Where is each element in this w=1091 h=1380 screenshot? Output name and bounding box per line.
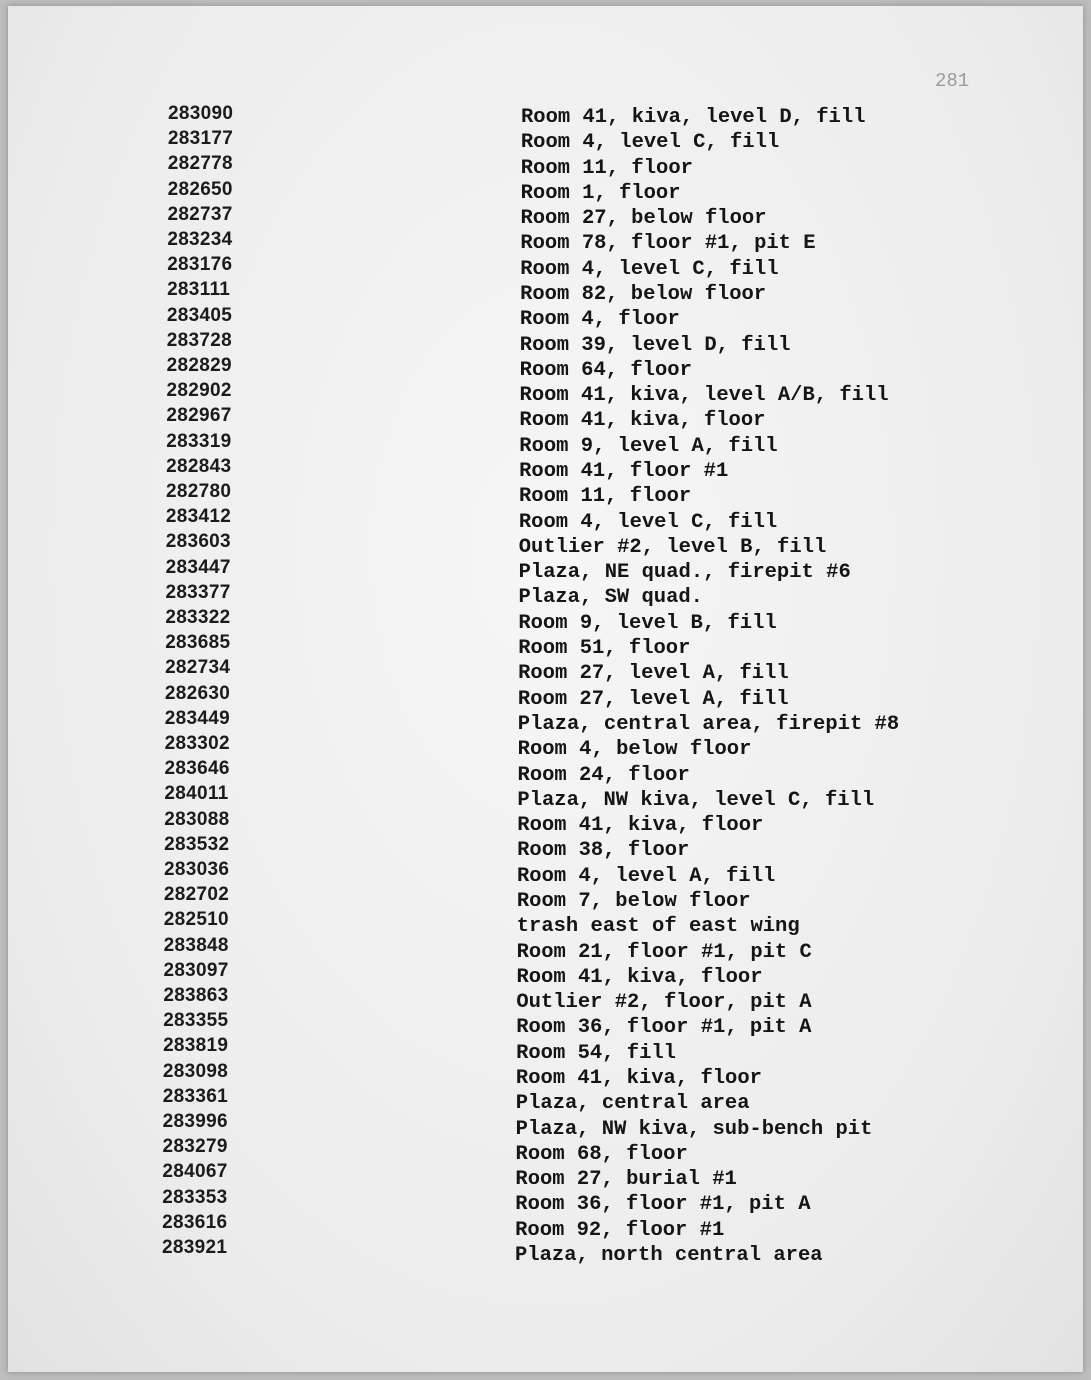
- provenience-text: trash east of east wing: [516, 915, 800, 939]
- provenience-text: Room 51, floor: [518, 637, 691, 661]
- provenience-text: Room 41, kiva, level D, fill: [521, 106, 866, 129]
- provenience-text: Room 41, kiva, level A/B, fill: [519, 384, 889, 408]
- provenience-text: Outlier #2, floor, pit A: [516, 991, 812, 1015]
- provenience-text: Room 36, floor #1, pit A: [516, 1016, 812, 1040]
- provenience-text: Room 4, below floor: [517, 738, 752, 762]
- provenience-text: Plaza, north central area: [515, 1244, 823, 1267]
- provenience-text: Room 11, floor: [520, 156, 693, 180]
- provenience-text: Plaza, SW quad.: [518, 586, 703, 610]
- provenience-text: Plaza, central area: [515, 1092, 750, 1116]
- catalog-number: 283090: [168, 103, 234, 124]
- provenience-text: Room 41, kiva, floor: [515, 1066, 762, 1090]
- provenience-text: Room 27, level A, fill: [517, 687, 789, 711]
- provenience-text: Room 11, floor: [519, 485, 692, 509]
- provenience-text: Room 68, floor: [515, 1142, 688, 1166]
- catalog-number: 283405: [166, 304, 233, 326]
- catalog-number: 283234: [167, 229, 233, 250]
- provenience-text: Room 4, level A, fill: [517, 864, 776, 888]
- catalog-number: 282734: [165, 657, 231, 679]
- provenience-text: Room 82, below floor: [520, 283, 767, 307]
- provenience-text: Room 1, floor: [520, 181, 681, 205]
- provenience-text: Room 27, burial #1: [515, 1168, 737, 1192]
- catalog-number: 284011: [164, 783, 229, 805]
- catalog-number: 282510: [163, 909, 229, 931]
- provenience-text: Room 41, kiva, floor: [519, 409, 766, 433]
- provenience-text: Room 4, level C, fill: [518, 510, 778, 534]
- catalog-number: 283176: [167, 254, 233, 276]
- provenience-text: Room 27, below floor: [520, 207, 767, 231]
- provenience-text: Plaza, NE quad., firepit #6: [518, 561, 851, 585]
- provenience-text: Room 54, fill: [516, 1041, 676, 1065]
- catalog-number: 283447: [165, 556, 231, 578]
- provenience-text: Room 41, kiva, floor: [517, 814, 764, 838]
- catalog-number: 283361: [162, 1085, 228, 1107]
- catalog-number: 283532: [164, 833, 230, 855]
- catalog-number: 283685: [165, 632, 231, 654]
- provenience-text: Room 21, floor #1, pit C: [516, 940, 812, 964]
- provenience-text: Room 4, level C, fill: [520, 131, 780, 155]
- catalog-number: 284067: [162, 1161, 228, 1183]
- provenience-text: Room 38, floor: [517, 839, 690, 863]
- catalog-number: 282829: [166, 355, 232, 376]
- provenience-text: Room 36, floor #1, pit A: [515, 1193, 811, 1217]
- catalog-number: 283355: [163, 1010, 229, 1032]
- provenience-text: Room 64, floor: [519, 358, 692, 382]
- catalog-number: 283449: [164, 707, 230, 729]
- page-number: 281: [935, 70, 970, 92]
- provenience-text: Room 7, below floor: [516, 889, 751, 913]
- catalog-number: 282630: [164, 682, 231, 704]
- catalog-number: 283322: [165, 607, 231, 628]
- catalog-number: 283921: [162, 1237, 228, 1258]
- catalog-number: 283377: [165, 581, 231, 603]
- provenience-text: Room 78, floor #1, pit E: [520, 232, 816, 256]
- catalog-number: 282650: [167, 178, 233, 200]
- catalog-number: 283177: [167, 128, 234, 150]
- provenience-text: Room 4, level C, fill: [520, 257, 779, 281]
- provenience-text: Room 27, level A, fill: [518, 662, 789, 686]
- catalog-number: 283819: [163, 1035, 229, 1057]
- catalog-number: 282780: [166, 481, 232, 502]
- catalog-number: 282967: [166, 405, 232, 427]
- catalog-number: 283098: [162, 1060, 229, 1082]
- provenience-text: Plaza, NW kiva, sub-bench pit: [515, 1117, 873, 1141]
- catalog-number: 283097: [163, 959, 229, 981]
- provenience-text: Room 9, level B, fill: [518, 611, 777, 635]
- catalog-number: 283646: [164, 758, 230, 780]
- catalog-number: 283036: [164, 859, 230, 880]
- catalog-number: 283088: [164, 808, 230, 830]
- catalog-number: 283848: [163, 934, 229, 956]
- catalog-number: 283279: [162, 1136, 228, 1158]
- provenience-text: Room 92, floor #1: [515, 1218, 725, 1242]
- catalog-number: 282902: [166, 380, 232, 402]
- catalog-number: 283111: [167, 279, 231, 301]
- provenience-text: Room 9, level A, fill: [519, 434, 778, 458]
- provenience-text: Room 24, floor: [517, 763, 690, 787]
- provenience-text: Room 4, floor: [519, 308, 680, 332]
- catalog-number: 283728: [166, 329, 232, 351]
- catalog-number: 282843: [166, 455, 232, 477]
- catalog-number: 282778: [167, 153, 233, 175]
- provenience-text: Room 39, level D, fill: [519, 333, 791, 357]
- catalog-number: 283412: [165, 506, 232, 528]
- catalog-number: 283319: [166, 430, 232, 452]
- provenience-text: Outlier #2, level B, fill: [518, 535, 827, 559]
- catalog-number: 283603: [165, 531, 231, 553]
- catalog-number: 283302: [164, 733, 230, 754]
- catalog-number: 283863: [163, 985, 229, 1006]
- provenience-text: Plaza, NW kiva, level C, fill: [517, 788, 875, 812]
- provenience-text: Plaza, central area, firepit #8: [517, 712, 900, 736]
- catalog-number: 283353: [162, 1186, 228, 1208]
- catalog-number: 283996: [162, 1111, 228, 1132]
- catalog-number: 282737: [167, 203, 233, 225]
- provenience-text: Room 41, kiva, floor: [516, 965, 763, 989]
- provenience-text: Room 41, floor #1: [519, 460, 729, 484]
- catalog-number: 282702: [163, 884, 230, 906]
- catalog-number: 283616: [162, 1211, 228, 1233]
